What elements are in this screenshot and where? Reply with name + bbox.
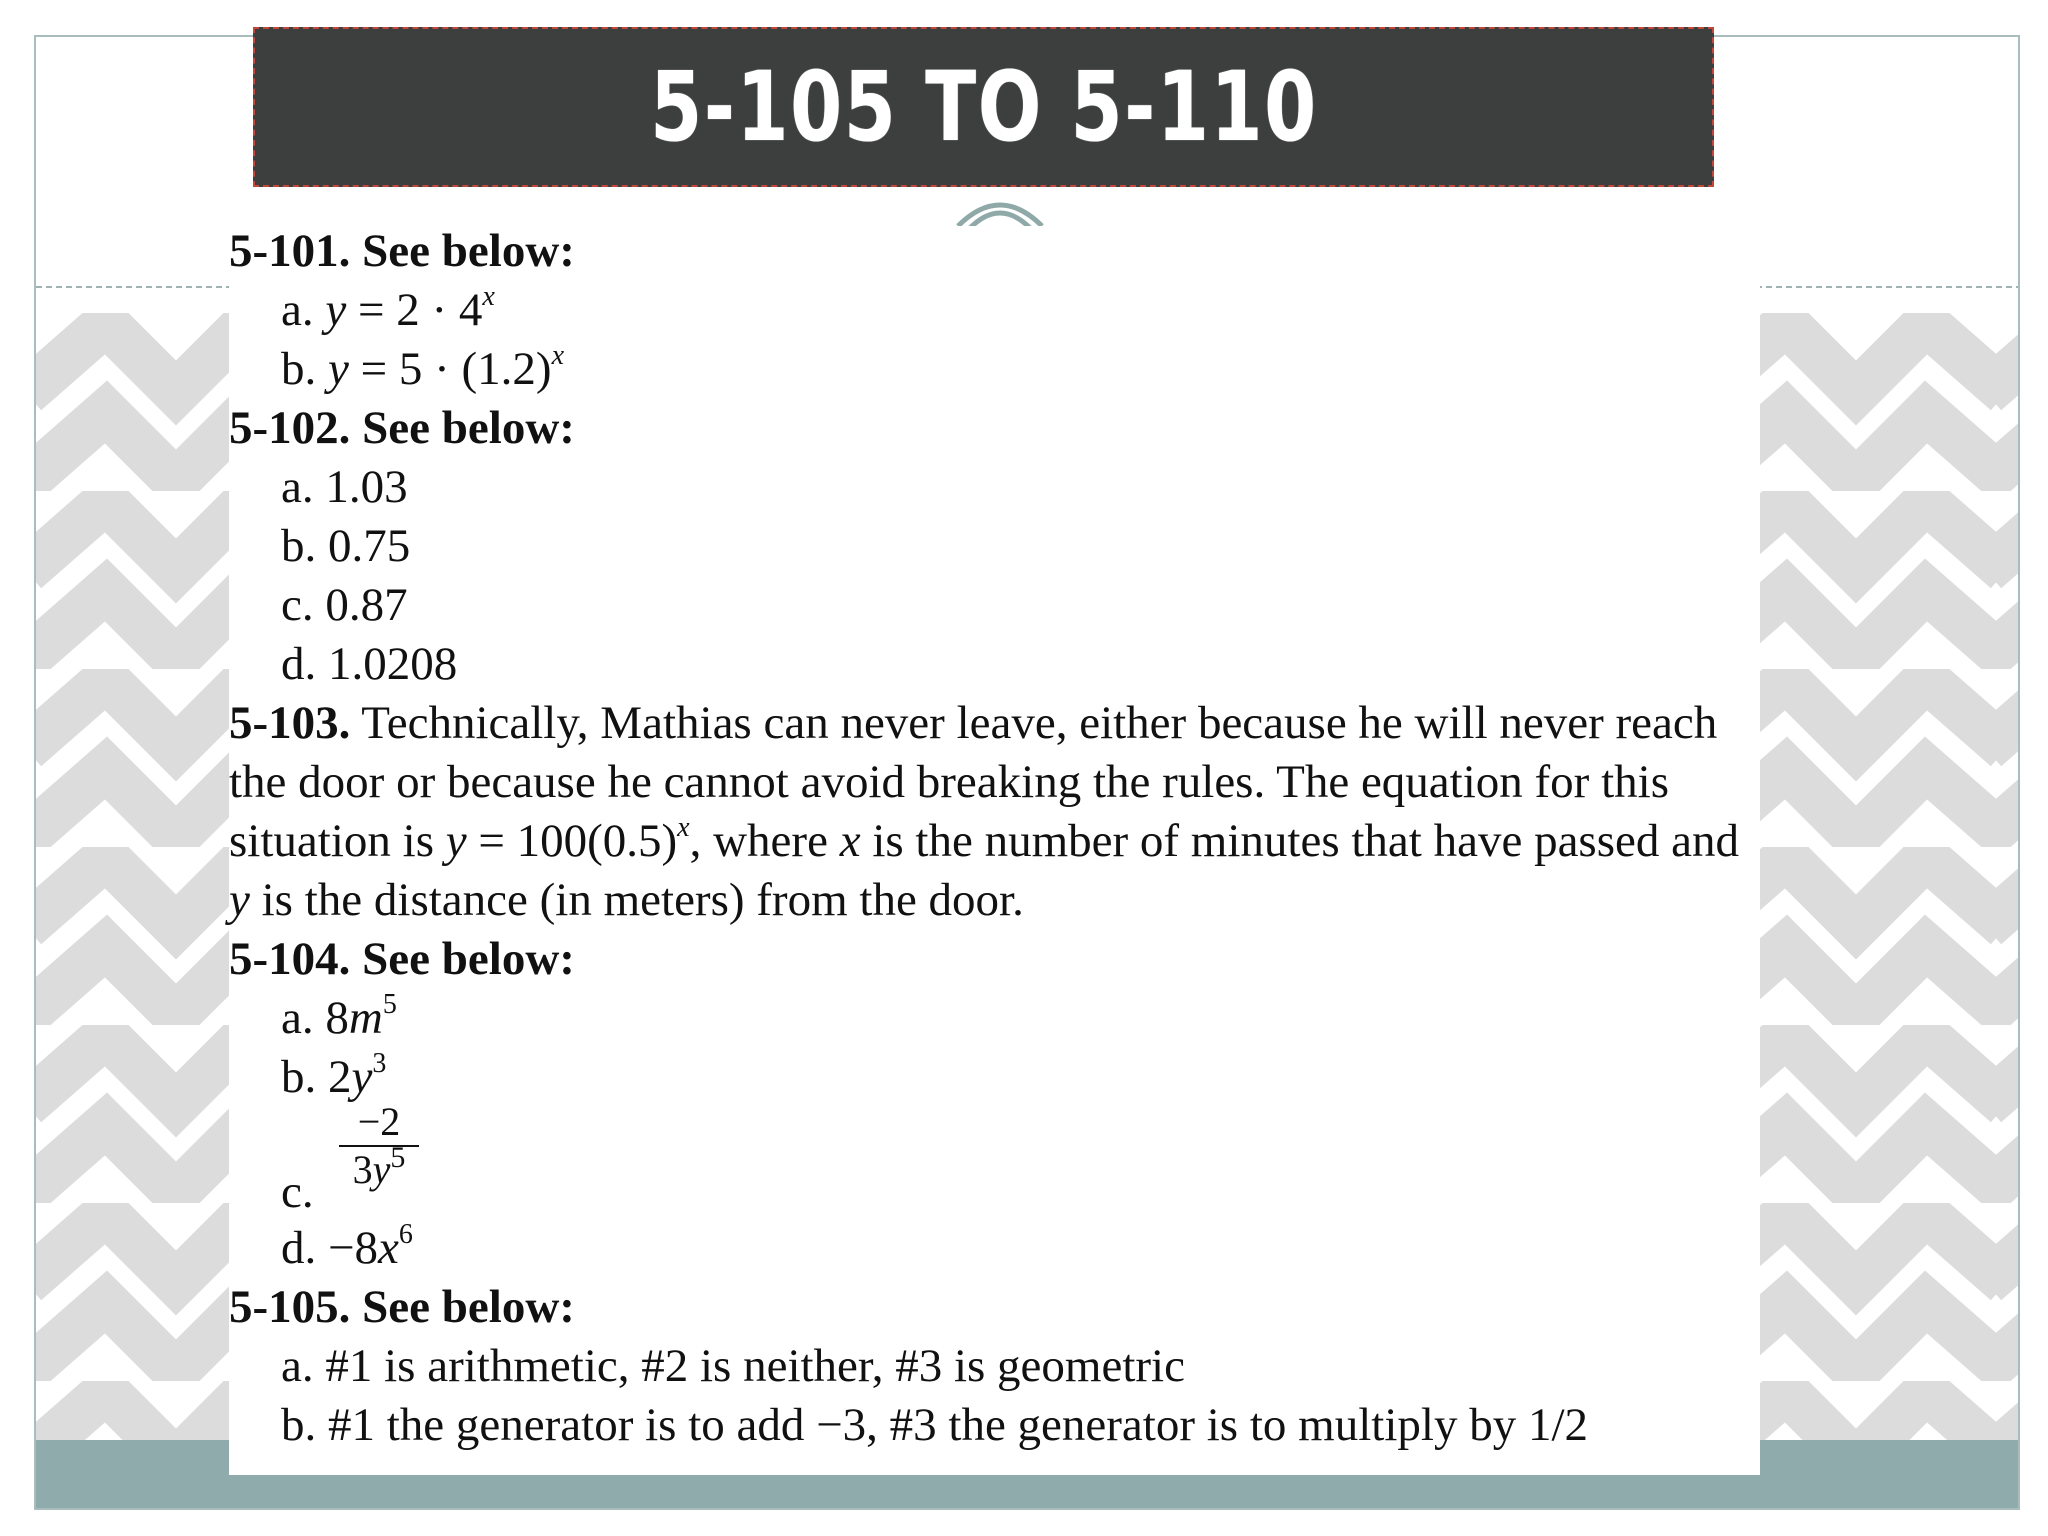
answer-5-102-c: c. 0.87 (281, 579, 408, 631)
problem-5-102-heading: 5-102. See below: (229, 402, 575, 454)
slide-title: 5-105 TO 5-110 (649, 51, 1318, 163)
title-banner (253, 27, 1714, 187)
answer-5-102-b: b. 0.75 (281, 520, 411, 572)
answer-5-104-c: $\frac{-2}{3y^5}$ c. (229, 1107, 1760, 1219)
answer-5-104-a: a. $8m^5$ (281, 989, 397, 1044)
answer-5-104-d: d. $-8x^6$ (281, 1219, 413, 1274)
answer-5-102-d: d. 1.0208 (281, 638, 458, 690)
problem-5-105-heading: 5-105. See below: (229, 1281, 575, 1333)
problem-5-101-heading: 5-101. See below: (229, 225, 575, 277)
answer-5-103: 5-103. Technically, Mathias can never leave, either because he will never reach the door or because he cannot avoid breaking the rules. The equation for this situation is $y = 100(0.5)^x$, where x is the number of minutes that have passed and y is the distance (in meters) from the door. (229, 697, 1739, 926)
answer-5-105-a: a. #1 is arithmetic, #2 is neither, #3 is geometric (281, 1340, 1185, 1392)
fraction: $\frac{-2}{3y^5}$ (339, 1099, 419, 1193)
answer-content (229, 222, 1760, 1455)
problem-5-104-heading: 5-104. See below: (229, 933, 575, 985)
problem-5-103-heading: 5-103. (229, 697, 351, 749)
answer-5-101-b: b. $y = 5 \cdot (1.2)^x$ (281, 340, 565, 395)
answer-5-101-a: a. $y = 2 \cdot 4^x$ (281, 281, 495, 336)
answer-5-104-b: b. $2y^3$ (281, 1048, 387, 1103)
answer-5-102-a: a. 1.03 (281, 461, 408, 513)
answer-5-105-b: b. #1 the generator is to add −3, #3 the generator is to multiply by 1/2 (281, 1399, 1589, 1451)
